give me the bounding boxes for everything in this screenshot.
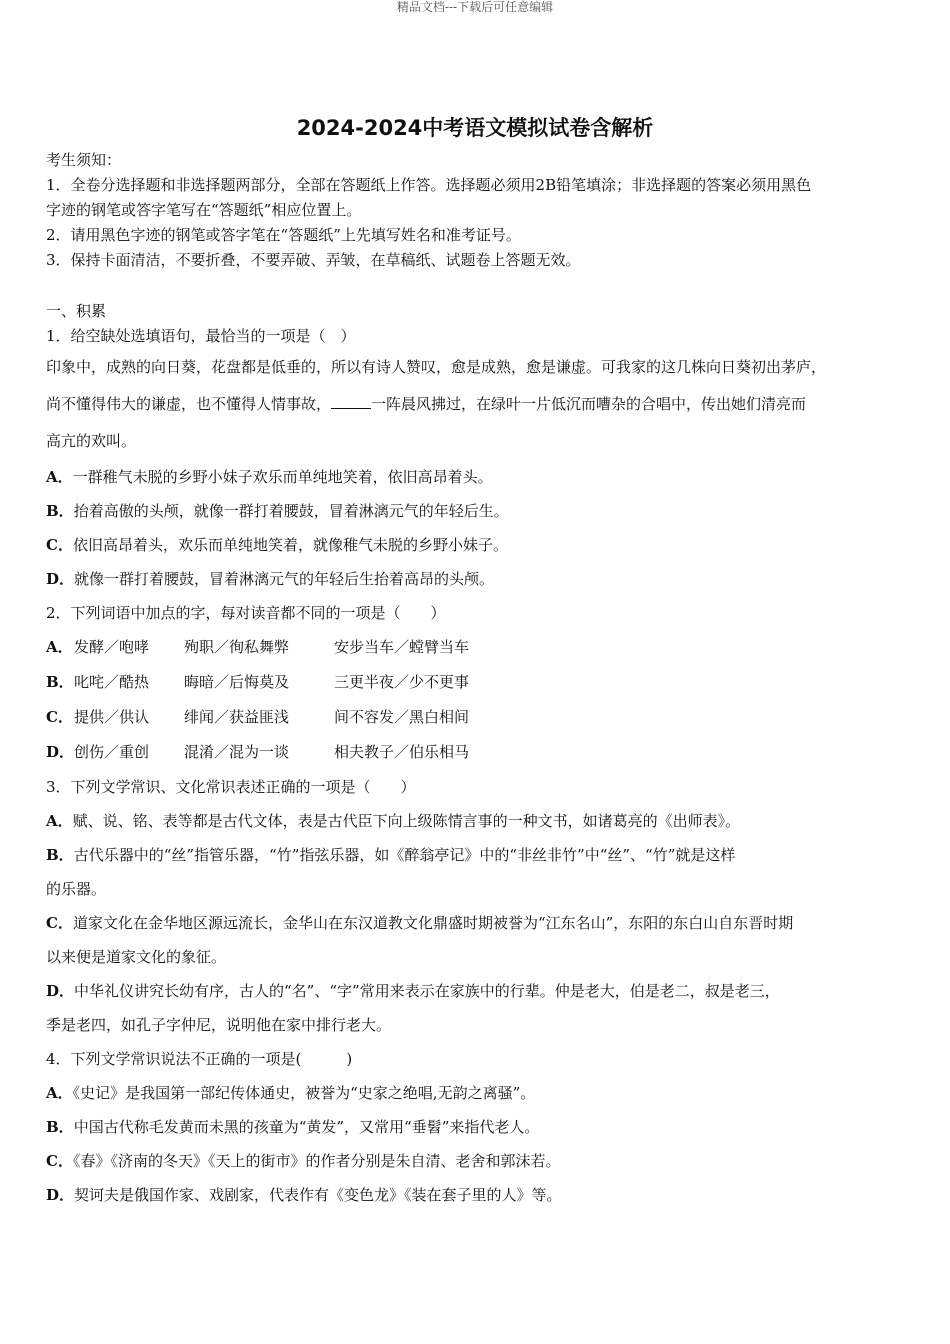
question-1-passage xyxy=(46,349,912,460)
question-1-stem: 1．给空缺处选填语句，最恰当的一项是（ ） xyxy=(46,327,356,345)
option-a: A．一群稚气未脱的乡野小妹子欢乐而单纯地笑着，依旧高昂着头。 xyxy=(46,468,493,486)
option-c: C．依旧高昂着头，欢乐而单纯地笑着，就像稚气未脱的乡野小妹子。 xyxy=(46,536,508,554)
page-title: 2024-2024中考语文模拟试卷含解析 xyxy=(296,116,654,140)
question-3-options xyxy=(46,804,912,1042)
question-4-stem: 4．下列文学常识说法不正确的一项是( ) xyxy=(46,1050,353,1068)
option-b: B．抬着高傲的头颅，就像一群打着腰鼓，冒着淋漓元气的年轻后生。 xyxy=(46,502,509,520)
question-2-options xyxy=(46,630,912,770)
option-b: B． 叱咤／酷热 晦暗／后悔莫及 三更半夜／少不更事 xyxy=(46,673,470,691)
notice-line: 3．保持卡面清洁，不要折叠，不要弄破、弄皱，在草稿纸、试题卷上答题无效。 xyxy=(46,251,581,269)
passage-line: 印象中，成熟的向日葵，花盘都是低垂的，所以有诗人赞叹，愈是成熟，愈是谦虚。可我家的这几株向日葵初出茅庐， xyxy=(46,358,827,376)
option-b: B．古代乐器中的“丝”指管乐器，“竹”指弦乐器，如《醉翁亭记》中的“非丝非竹”中“丝”、“竹”就是这样 xyxy=(46,846,736,864)
option-d: D．就像一群打着腰鼓，冒着淋漓元气的年轻后生抬着高昂的头颅。 xyxy=(46,570,495,588)
option-a: A．《史记》是我国第一部纪传体通史，被誉为“史家之绝唱,无韵之离骚”。 xyxy=(46,1084,536,1102)
option-c: C．道家文化在金华地区源远流长，金华山在东汉道教文化鼎盛时期被誉为“江东名山”，东阳的东白山自东晋时期 xyxy=(46,914,794,932)
passage-line: 高亢的欢叫。 xyxy=(46,432,137,450)
question-3-stem: 3．下列文学常识、文化常识表述正确的一项是（ ） xyxy=(46,778,416,796)
notice-line: 1．全卷分选择题和非选择题两部分，全部在答题纸上作答。选择题必须用2B铅笔填涂；非选择题的答案必须用黑色 xyxy=(46,176,812,194)
option-c: C．《春》《济南的冬天》《天上的街市》的作者分别是朱自清、老舍和郭沫若。 xyxy=(46,1152,561,1170)
option-c-continued: 以来便是道家文化的象征。 xyxy=(46,948,227,966)
option-c: C． 提供／供认 绯闻／获益匪浅 间不容发／黑白相间 xyxy=(46,708,470,726)
question-4-options xyxy=(46,1076,912,1212)
document-body xyxy=(46,148,912,1212)
option-a: A．赋、说、铭、表等都是古代文体，表是古代臣下向上级陈情言事的一种文书，如诸葛亮的《出师表》。 xyxy=(46,812,741,830)
option-b-continued: 的乐器。 xyxy=(46,880,107,898)
notice-block xyxy=(46,148,912,273)
option-d: D． 创伤／重创 混淆／混为一谈 相夫教子／伯乐相马 xyxy=(46,743,470,761)
option-a: A． 发酵／咆哮 殉职／徇私舞弊 安步当车／螳臂当车 xyxy=(46,638,470,656)
question-2-stem: 2．下列词语中加点的字，每对读音都不同的一项是（ ） xyxy=(46,604,446,622)
option-b: B．中国古代称毛发黄而未黑的孩童为“黄发”，又常用“垂髫”来指代老人。 xyxy=(46,1118,540,1136)
option-d-continued: 季是老四，如孔子字仲尼，说明他在家中排行老大。 xyxy=(46,1016,392,1034)
passage-line: 尚不懂得伟大的谦虚，也不懂得人情事故， 一阵晨风拂过，在绿叶一片低沉而嘈杂的合唱中，传出她们清亮而 xyxy=(46,395,807,413)
notice-heading: 考生须知： xyxy=(46,151,122,169)
answer-blank xyxy=(331,394,371,409)
notice-line: 2．请用黑色字迹的钢笔或答字笔在“答题纸”上先填写姓名和准考证号。 xyxy=(46,226,521,244)
section-heading: 一、积累 xyxy=(46,302,107,320)
page-header: 精品文档---下载后可任意编辑 xyxy=(396,0,554,14)
option-d: D．契诃夫是俄国作家、戏剧家，代表作有《变色龙》《装在套子里的人》等。 xyxy=(46,1186,562,1204)
option-d: D．中华礼仪讲究长幼有序，古人的“名”、“字”常用来表示在家族中的行辈。仲是老大，伯是老二，叔是老三， xyxy=(46,982,780,1000)
notice-line: 字迹的钢笔或答字笔写在“答题纸”相应位置上。 xyxy=(46,201,362,219)
question-1-options xyxy=(46,460,912,596)
